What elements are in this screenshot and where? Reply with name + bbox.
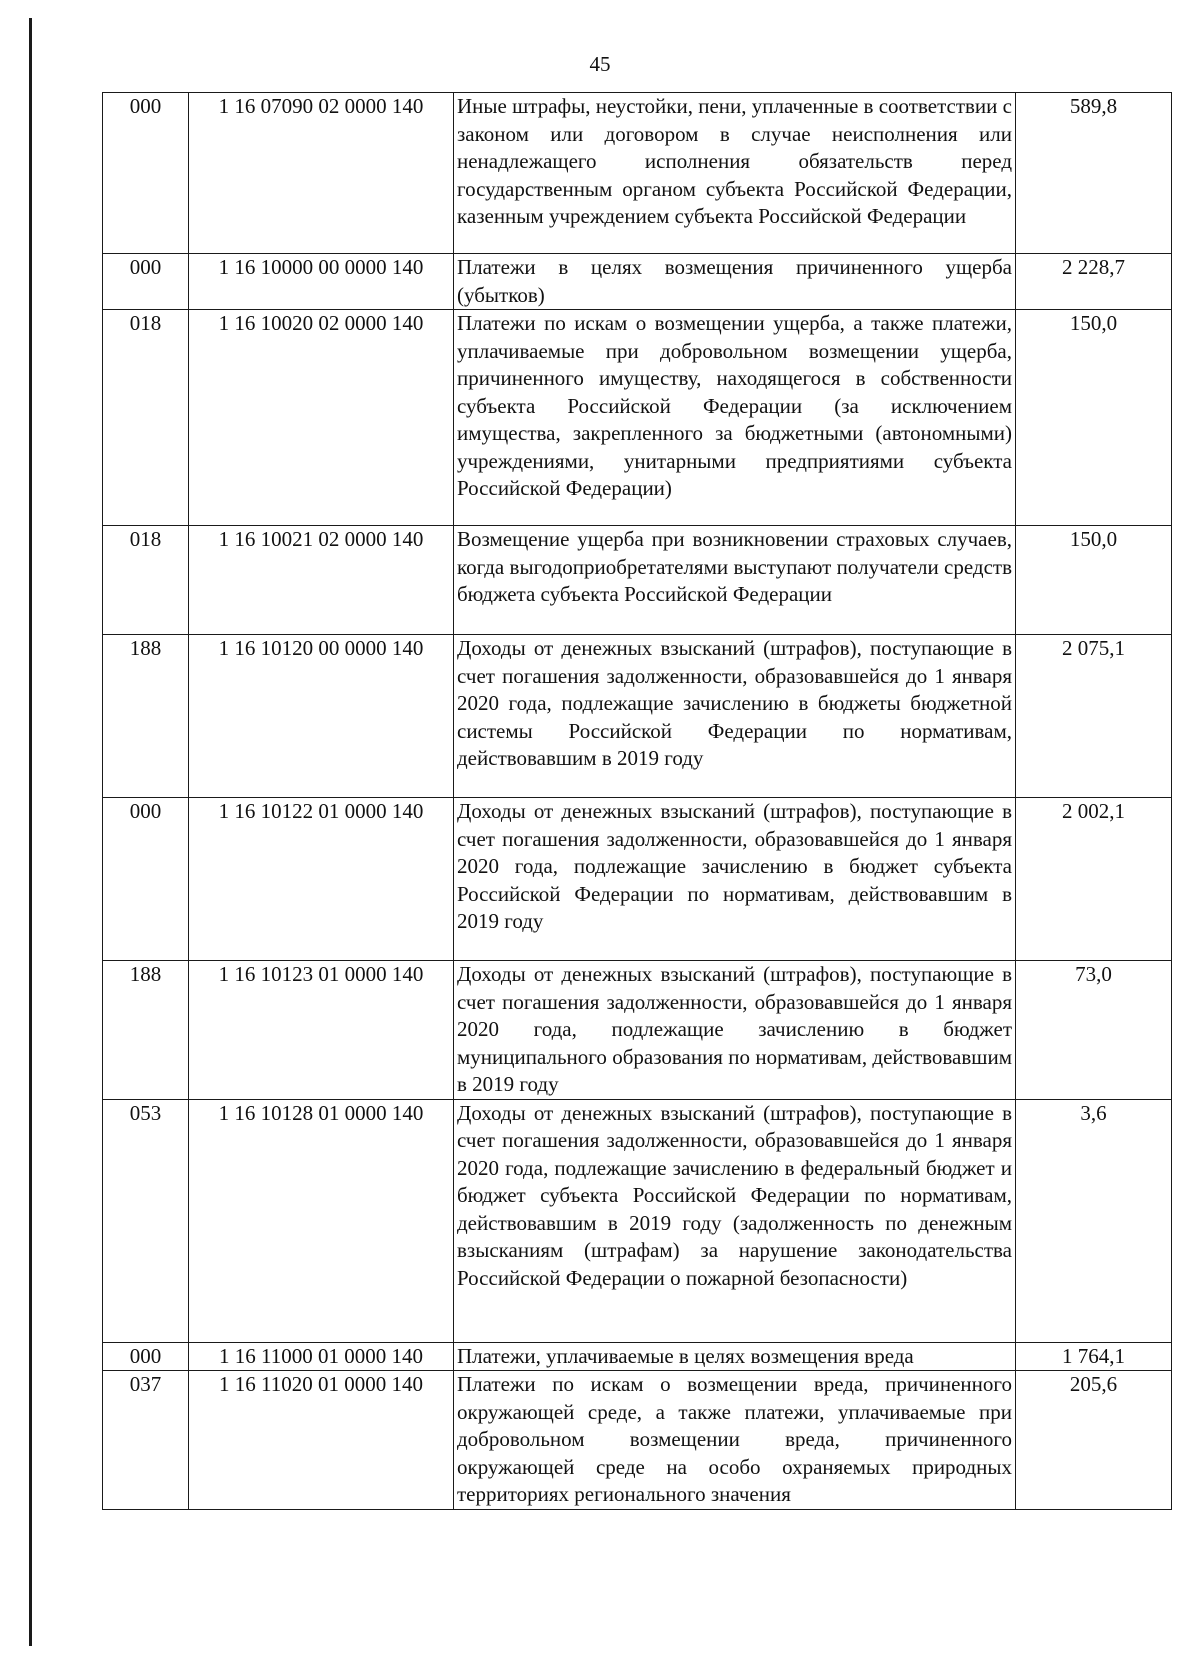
budget-code-cell: 1 16 11020 01 0000 140 <box>189 1371 454 1510</box>
budget-code-cell: 1 16 10123 01 0000 140 <box>189 961 454 1100</box>
revenue-name-cell: Платежи, уплачиваемые в целях возмещения вреда <box>454 1342 1016 1371</box>
admin-code-cell: 188 <box>103 635 189 798</box>
amount-cell: 2 075,1 <box>1016 635 1172 798</box>
budget-code-cell: 1 16 10000 00 0000 140 <box>189 254 454 310</box>
amount-cell: 150,0 <box>1016 310 1172 526</box>
admin-code-cell: 000 <box>103 798 189 961</box>
amount-cell: 2 228,7 <box>1016 254 1172 310</box>
revenue-name-cell: Платежи по искам о возмещении вреда, причиненного окружающей среде, а также платежи, уплачиваемые при добровольном возмещении вреда, причиненного окружающей среде на особо охраняемых природных территориях регионального значения <box>454 1371 1016 1510</box>
admin-code-cell: 037 <box>103 1371 189 1510</box>
budget-code-cell: 1 16 10020 02 0000 140 <box>189 310 454 526</box>
revenue-table <box>102 92 1172 1510</box>
admin-code-cell: 053 <box>103 1099 189 1342</box>
amount-cell: 1 764,1 <box>1016 1342 1172 1371</box>
admin-code-cell: 000 <box>103 93 189 254</box>
admin-code-cell: 018 <box>103 526 189 635</box>
revenue-name-cell: Платежи в целях возмещения причиненного ущерба (убытков) <box>454 254 1016 310</box>
revenue-name-cell: Платежи по искам о возмещении ущерба, а также платежи, уплачиваемые при добровольном возмещении ущерба, причиненного имуществу, находящегося в собственности субъекта Российской Федерации (за исключением имущества, закрепленного за бюджетными (автономными) учреждениями, унитарными предприятиями субъекта Российской Федерации) <box>454 310 1016 526</box>
amount-cell: 589,8 <box>1016 93 1172 254</box>
admin-code-cell: 000 <box>103 254 189 310</box>
table-row <box>103 254 1172 310</box>
table-row <box>103 1342 1172 1371</box>
table-row <box>103 526 1172 635</box>
revenue-name-cell: Доходы от денежных взысканий (штрафов), поступающие в счет погашения задолженности, образовавшейся до 1 января 2020 года, подлежащие зачислению в бюджет субъекта Российской Федерации по нормативам, действовавшим в 2019 году <box>454 798 1016 961</box>
table-row <box>103 1371 1172 1510</box>
table-row <box>103 310 1172 526</box>
admin-code-cell: 018 <box>103 310 189 526</box>
revenue-name-cell: Доходы от денежных взысканий (штрафов), поступающие в счет погашения задолженности, образовавшейся до 1 января 2020 года, подлежащие зачислению в бюджеты бюджетной системы Российской Федерации по нормативам, действовавшим в 2019 году <box>454 635 1016 798</box>
page-number: 45 <box>589 52 611 76</box>
amount-cell: 2 002,1 <box>1016 798 1172 961</box>
table-row <box>103 635 1172 798</box>
amount-cell: 73,0 <box>1016 961 1172 1100</box>
binding-edge-line <box>29 18 32 1646</box>
table-row <box>103 1099 1172 1342</box>
admin-code-cell: 188 <box>103 961 189 1100</box>
budget-code-cell: 1 16 07090 02 0000 140 <box>189 93 454 254</box>
amount-cell: 205,6 <box>1016 1371 1172 1510</box>
table-row <box>103 93 1172 254</box>
table-row <box>103 798 1172 961</box>
admin-code-cell: 000 <box>103 1342 189 1371</box>
amount-cell: 3,6 <box>1016 1099 1172 1342</box>
revenue-name-cell: Возмещение ущерба при возникновении страховых случаев, когда выгодоприобретателями выступают получатели средств бюджета субъекта Российской Федерации <box>454 526 1016 635</box>
revenue-name-cell: Доходы от денежных взысканий (штрафов), поступающие в счет погашения задолженности, образовавшейся до 1 января 2020 года, подлежащие зачислению в федеральный бюджет и бюджет субъекта Российской Федерации по нормативам, действовавшим в 2019 году (задолженность по денежным взысканиям (штрафам) за нарушение законодательства Российской Федерации о пожарной безопасности) <box>454 1099 1016 1342</box>
budget-code-cell: 1 16 10021 02 0000 140 <box>189 526 454 635</box>
budget-code-cell: 1 16 11000 01 0000 140 <box>189 1342 454 1371</box>
budget-code-cell: 1 16 10128 01 0000 140 <box>189 1099 454 1342</box>
budget-code-cell: 1 16 10120 00 0000 140 <box>189 635 454 798</box>
table-row <box>103 961 1172 1100</box>
amount-cell: 150,0 <box>1016 526 1172 635</box>
revenue-name-cell: Доходы от денежных взысканий (штрафов), поступающие в счет погашения задолженности, образовавшейся до 1 января 2020 года, подлежащие зачислению в бюджет муниципального образования по нормативам, действовавшим в 2019 году <box>454 961 1016 1100</box>
budget-code-cell: 1 16 10122 01 0000 140 <box>189 798 454 961</box>
revenue-name-cell: Иные штрафы, неустойки, пени, уплаченные в соответствии с законом или договором в случае неисполнения или ненадлежащего исполнения обязательств перед государственным органом субъекта Российской Федерации, казенным учреждением субъекта Российской Федерации <box>454 93 1016 254</box>
